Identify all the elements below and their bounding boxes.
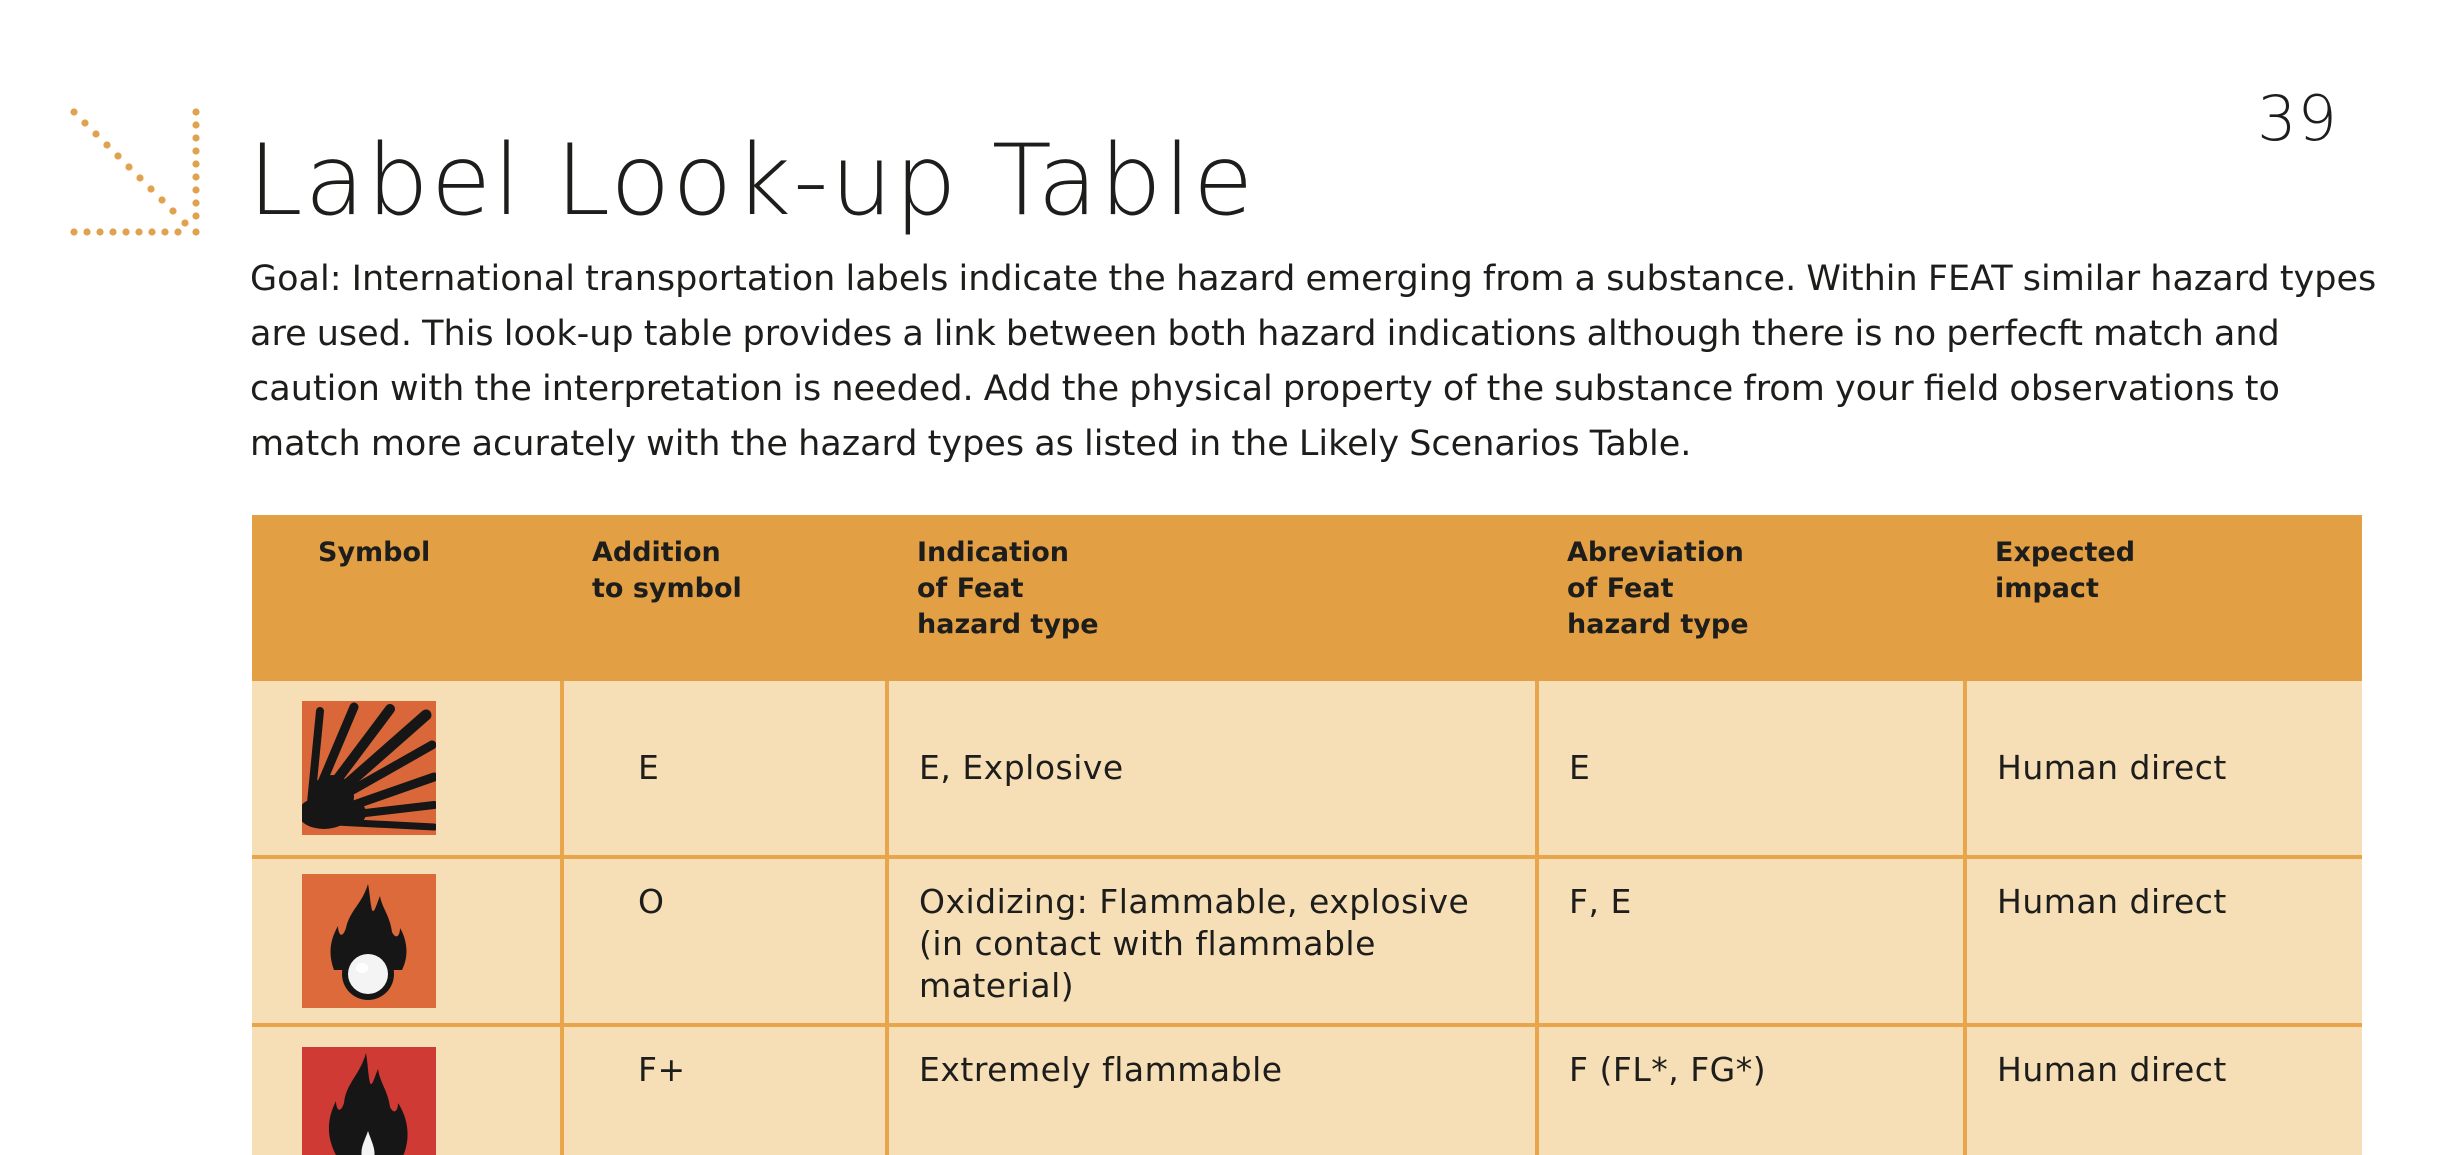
page-title: Label Look-up Table (248, 124, 1256, 238)
explosive-icon (302, 701, 436, 835)
impact-cell: Human direct (1965, 857, 2362, 1025)
indication-cell: E, Explosive (887, 681, 1537, 857)
symbol-cell (252, 681, 562, 857)
header-abbreviation: Abreviation of Feat hazard type (1537, 515, 1965, 681)
addition-cell: F+ (562, 1025, 887, 1155)
oxidizing-icon (302, 874, 436, 1008)
header-addition: Addition to symbol (562, 515, 887, 681)
table-row (252, 857, 2362, 1025)
table-row (252, 1025, 2362, 1155)
page-number: 39 (2257, 82, 2338, 155)
symbol-cell (252, 1025, 562, 1155)
table-row (252, 681, 2362, 857)
header-indication: Indication of Feat hazard type (887, 515, 1537, 681)
impact-cell: Human direct (1965, 1025, 2362, 1155)
flammable-icon (302, 1047, 436, 1155)
header-symbol: Symbol (252, 515, 562, 681)
abbreviation-cell: F, E (1537, 857, 1965, 1025)
abbreviation-cell: E (1537, 681, 1965, 857)
addition-cell: O (562, 857, 887, 1025)
addition-cell: E (562, 681, 887, 857)
intro-paragraph: Goal: International transportation labels indicate the hazard emerging from a substance. Within FEAT similar hazard types are used. This look-up table provides a link between both hazard indications although there is no perfecft match and caution with the interpretation is needed. Add the physical property of the substance from your field observations to match more acurately with the hazard types as listed in the Likely Scenarios Table. (250, 259, 2377, 464)
abbreviation-cell: F (FL*, FG*) (1537, 1025, 1965, 1155)
header-impact: Expected impact (1965, 515, 2362, 681)
impact-cell: Human direct (1965, 681, 2362, 857)
corner-arrow-icon (66, 104, 206, 244)
symbol-cell (252, 857, 562, 1025)
label-lookup-table (252, 515, 2362, 1155)
indication-cell: Oxidizing: Flammable, explosive (in contact with flammable material) (887, 857, 1537, 1025)
table-header-row (252, 515, 2362, 681)
indication-cell: Extremely flammable (887, 1025, 1537, 1155)
